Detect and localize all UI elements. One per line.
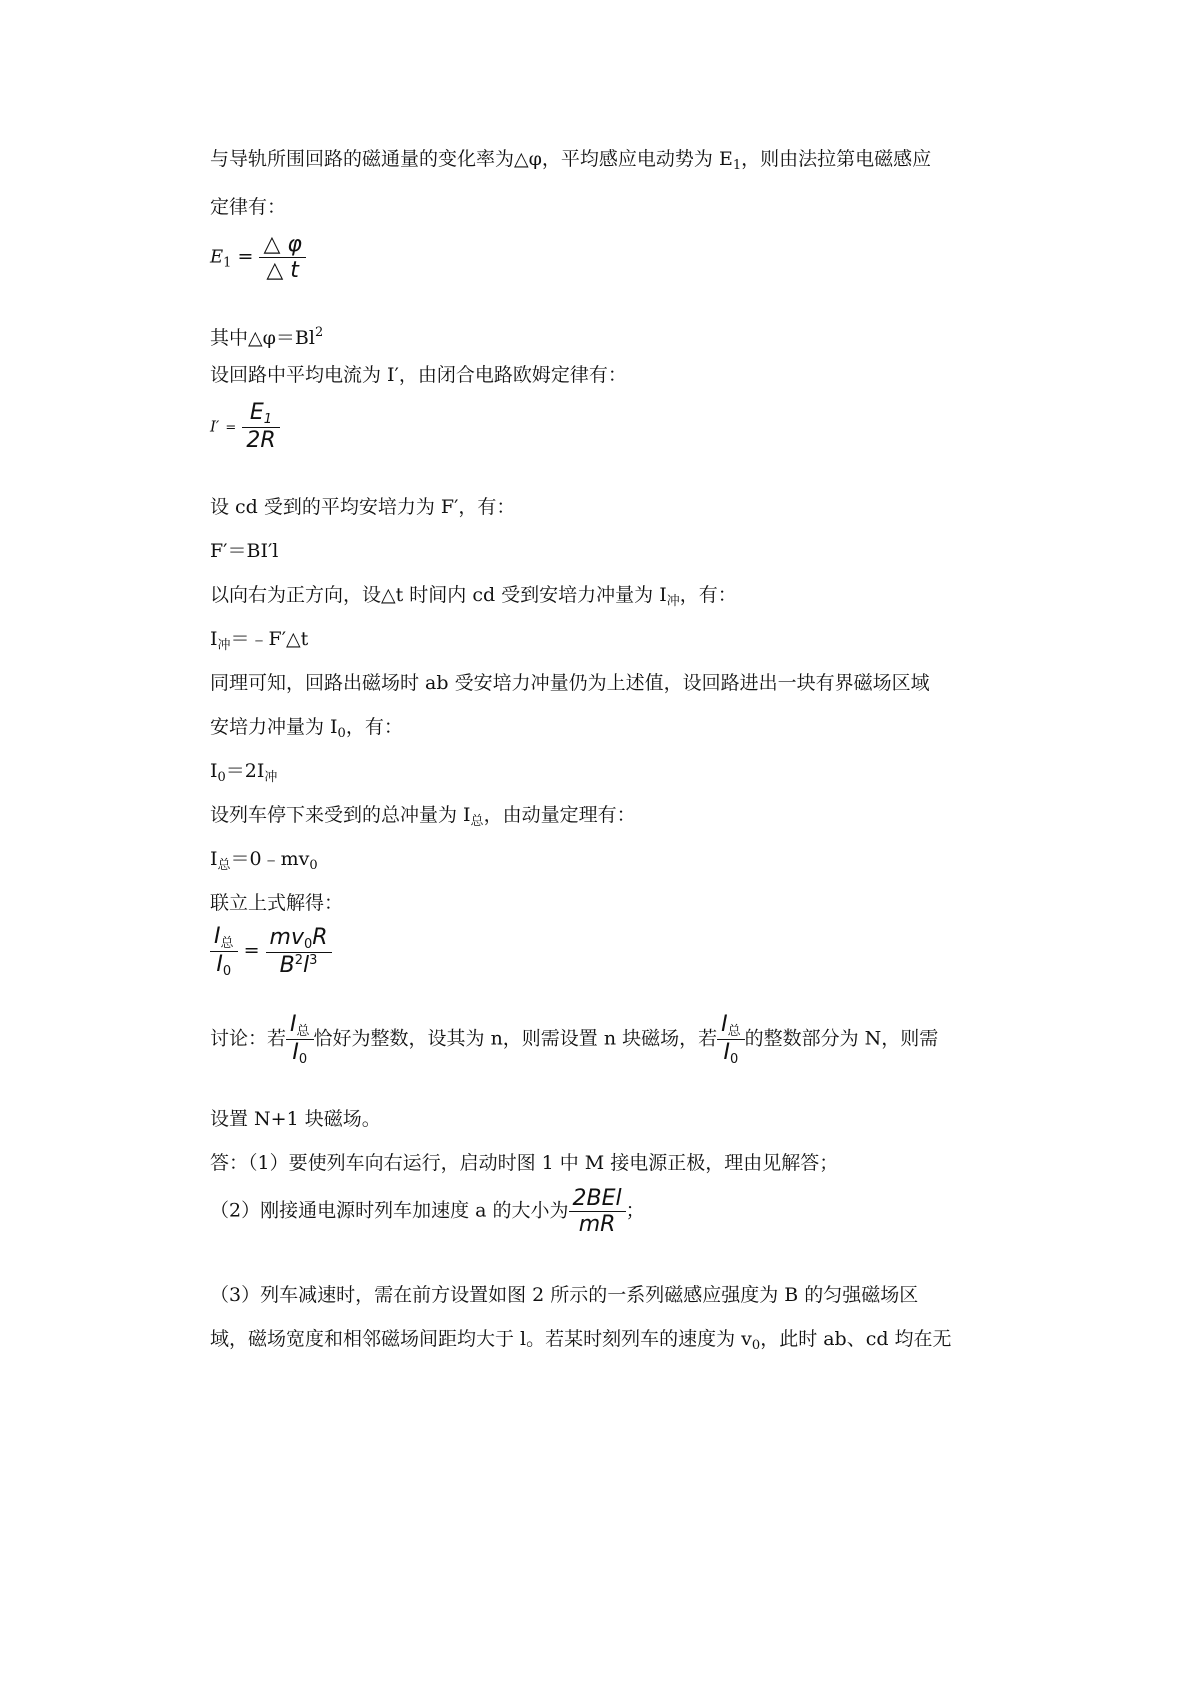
text-line-20 [210,1326,952,1359]
text-segment: 的整数部分为 N，则需 [744,1027,939,1050]
denominator: △ t [266,258,299,283]
text-segment: 同理可知，回路出磁场时 ab 受安培力冲量仍为上述值，设回路进出一块有界磁场区域 [210,672,930,694]
subscript: 1 [263,412,273,427]
text-segment: I [210,760,218,782]
text-line-4 [210,362,627,388]
subscript: 1 [223,255,232,271]
text-segment: 定律有： [210,196,287,218]
text-line-3 [210,320,323,351]
subscript: 0 [309,858,318,873]
fraction [286,1012,314,1067]
text-segment: ； [625,1199,645,1222]
subscript: 0 [217,770,226,785]
equals-sign: = [237,245,254,268]
subscript: 0 [298,1052,308,1067]
formula-var: I [214,924,221,949]
subscript: 0 [337,726,346,741]
text-line-18 [210,1186,645,1237]
text-segment: 答：（1）要使列车向右运行，启动时图 1 中 M 接电源正极，理由见解答； [210,1152,839,1174]
formula-var: B [279,953,295,978]
equals-sign: = [243,939,260,962]
text-line-9 [210,670,930,696]
subscript: 0 [303,937,313,952]
text-line-16 [210,1106,381,1132]
text-line-15 [210,1012,938,1067]
subscript: 0 [751,1338,761,1353]
denominator [286,1040,314,1067]
numerator: 2BEl [572,1186,622,1211]
text-segment: 设 cd 受到的平均安培力为 F′，有： [210,496,516,518]
fraction [210,924,238,979]
formula-var: I [292,1040,299,1065]
denominator [717,1040,745,1067]
numerator: △ φ [263,232,302,257]
text-segment: ＝2I [225,760,265,782]
superscript: 3 [309,953,318,968]
subscript: 总 [220,936,234,951]
text-line-11 [210,758,277,791]
formula-var: mv [269,925,304,950]
formula-var: E [249,400,264,425]
superscript: 2 [294,953,304,968]
formula-var: I [216,952,223,977]
formula-current [210,400,280,453]
text-line-14 [210,890,343,916]
formula-var: I [723,1040,730,1065]
denominator: mR [578,1212,616,1237]
numerator [717,1012,745,1039]
text-segment: 以向右为正方向，设△t 时间内 cd 受到安培力冲量为 I [210,584,667,606]
formula-result [210,924,332,979]
subscript: 冲 [264,770,278,785]
subscript: 总 [470,814,484,829]
denominator: 2R [246,428,276,453]
formula-var: I [290,1012,297,1037]
text-segment: I [210,628,218,650]
numerator [266,925,332,952]
text-line-7 [210,582,737,615]
subscript: 冲 [666,594,680,609]
text-segment: （3）列车减速时，需在前方设置如图 2 所示的一系列磁感应强度为 B 的匀强磁场区 [210,1284,919,1306]
formula-var: E [210,246,224,268]
formula-var: l [303,953,310,978]
text-segment: 设置 N+1 块磁场。 [210,1108,381,1130]
text-line-5 [210,494,515,520]
subscript: 总 [727,1024,741,1039]
numerator [286,1012,314,1039]
subscript: 总 [296,1024,310,1039]
text-segment: ，有： [345,716,403,738]
text-line-10 [210,714,403,747]
fraction [259,232,305,283]
text-segment: 其中△φ＝Bl [210,327,315,349]
formula-var: I [721,1012,728,1037]
denominator [266,953,332,978]
text-segment: ＝0﹣mv [230,848,310,870]
subscript: 0 [222,964,232,979]
subscript: 1 [732,158,742,173]
numerator [210,924,238,951]
text-segment: 域，磁场宽度和相邻磁场间距均大于 l。若某时刻列车的速度为 v [210,1328,752,1350]
text-line-12 [210,802,636,835]
text-segment: ，则由法拉第电磁感应 [741,148,932,170]
text-segment: 设回路中平均电流为 I′，由闭合电路欧姆定律有： [210,364,627,386]
text-segment: 联立上式解得： [210,892,344,914]
formula-e1 [210,232,306,283]
subscript: 0 [729,1052,739,1067]
fraction [266,925,332,978]
text-segment: 设列车停下来受到的总冲量为 I [210,804,471,826]
text-segment: ＝﹣F′△t [230,628,309,650]
fraction [242,400,279,453]
text-line-1 [210,146,931,179]
formula-var: R [312,925,328,950]
text-segment: （2）刚接通电源时列车加速度 a 的大小为 [210,1199,569,1222]
text-segment: F′＝BI′l [210,540,279,562]
text-line-19 [210,1282,918,1308]
numerator [242,400,279,427]
text-segment: 讨论：若 [210,1027,287,1050]
fraction [569,1186,626,1237]
text-line-13 [210,846,318,879]
superscript: 2 [314,325,324,340]
text-line-6 [210,538,278,564]
text-segment: ，由动量定理有： [483,804,636,826]
text-segment: ，此时 ab、cd 均在无 [760,1328,952,1350]
text-segment: 安培力冲量为 I [210,716,338,738]
text-line-2 [210,194,286,220]
text-line-8 [210,626,308,659]
text-segment: 与导轨所围回路的磁通量的变化率为△φ，平均感应电动势为 E [210,148,733,170]
text-segment: ，有： [679,584,737,606]
subscript: 总 [217,858,231,873]
text-line-17 [210,1150,838,1176]
text-segment: 恰好为整数，设其为 n，则需设置 n 块磁场，若 [313,1027,718,1050]
text-segment: I [210,848,218,870]
subscript: 冲 [217,638,231,653]
denominator [210,952,238,979]
formula-var: I′ [210,417,220,436]
equals-sign: = [225,420,237,436]
fraction [717,1012,745,1067]
